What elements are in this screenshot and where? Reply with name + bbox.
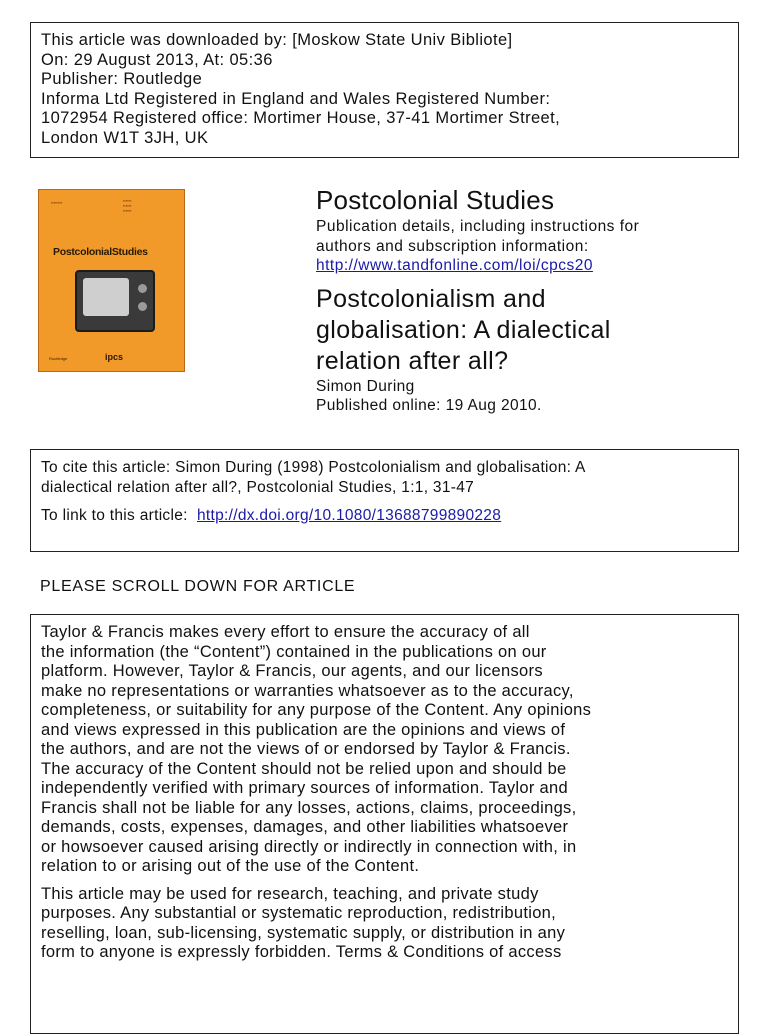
journal-title: Postcolonial Studies — [316, 185, 555, 215]
citation-line: To cite this article: Simon During (1998) Postcolonialism and globalisation: A — [41, 459, 586, 476]
disclaimer-line: platform. However, Taylor & Francis, our agents, and our licensors — [41, 662, 543, 680]
disclaimer-line: Taylor & Francis makes every effort to ensure the accuracy of all — [41, 623, 530, 641]
journal-article-info — [316, 185, 746, 416]
publication-details-line: authors and subscription information: — [316, 237, 589, 255]
article-title-line: Postcolonialism and — [316, 284, 546, 313]
usage-terms-line: reselling, loan, sub-licensing, systematic supply, or distribution in any — [41, 923, 566, 942]
download-info-box — [30, 22, 739, 158]
article-title-line: relation after all? — [316, 346, 509, 375]
download-line: On: 29 August 2013, At: 05:36 — [41, 50, 273, 69]
cover-fine-print: ▪▪▪▪▪▪▪▪ — [51, 200, 63, 205]
article-author: Simon During — [316, 377, 415, 395]
usage-terms-line: This article may be used for research, teaching, and private study — [41, 884, 539, 903]
usage-terms-line: purposes. Any substantial or systematic reproduction, redistribution, — [41, 904, 557, 922]
download-line: London W1T 3JH, UK — [41, 128, 209, 147]
article-title-line: globalisation: A dialectical — [316, 315, 611, 344]
disclaimer-line: completeness, or suitability for any purpose of the Content. Any opinions — [41, 701, 592, 719]
disclaimer-line: or howsoever caused arising directly or indirectly in connection with, in — [41, 837, 577, 856]
disclaimer-box — [30, 614, 739, 1034]
article-title — [316, 284, 746, 377]
article-link-row — [41, 506, 728, 526]
disclaimer-line: the authors, and are not the views of or endorsed by Taylor & Francis. — [41, 740, 571, 758]
article-link-label: To link to this article: — [41, 507, 193, 524]
published-online-date: Published online: 19 Aug 2010. — [316, 397, 542, 414]
download-line: This article was downloaded by: [Moskow State Univ Bibliote] — [41, 31, 513, 49]
cover-fine-print: ▪▪▪▪▪▪ ▪▪▪▪▪▪ ▪▪▪▪▪▪ — [123, 198, 132, 213]
cover-tv-illustration — [75, 270, 155, 332]
disclaimer-line: relation to or arising out of the use of the Content. — [41, 857, 420, 875]
disclaimer-line: Francis shall not be liable for any losses, actions, claims, proceedings, — [41, 798, 577, 817]
disclaimer-line: the information (the “Content”) contained in the publications on our — [41, 642, 547, 661]
usage-terms-line: form to anyone is expressly forbidden. Terms & Conditions of access — [41, 943, 562, 961]
download-line: 1072954 Registered office: Mortimer House, 37-41 Mortimer Street, — [41, 109, 561, 127]
disclaimer-line: demands, costs, expenses, damages, and other liabilities whatsoever — [41, 818, 569, 836]
disclaimer-line: The accuracy of the Content should not be relied upon and should be — [41, 759, 567, 778]
journal-cover-image — [38, 189, 185, 372]
cover-journal-name: PostcolonialStudies — [53, 246, 148, 258]
cover-publisher-mark: Routledge — [49, 356, 68, 361]
journal-url-link[interactable]: http://www.tandfonline.com/loi/cpcs20 — [316, 257, 593, 274]
disclaimer-line: make no representations or warranties whatsoever as to the accuracy, — [41, 681, 574, 700]
scroll-down-note: PLEASE SCROLL DOWN FOR ARTICLE — [40, 578, 356, 595]
cover-ipcs-mark: ipcs — [105, 352, 124, 362]
citation-line: dialectical relation after all?, Postcolonial Studies, 1:1, 31-47 — [41, 478, 475, 496]
disclaimer-line: independently verified with primary sources of information. Taylor and — [41, 779, 568, 797]
article-doi-link[interactable]: http://dx.doi.org/10.1080/13688799890228 — [196, 507, 502, 524]
download-line: Informa Ltd Registered in England and Wales Registered Number: — [41, 89, 551, 108]
citation-box — [30, 449, 739, 552]
disclaimer-paragraph — [41, 623, 728, 877]
publication-details — [316, 217, 746, 276]
disclaimer-line: and views expressed in this publication are the opinions and views of — [41, 720, 566, 739]
usage-terms-paragraph — [41, 885, 728, 963]
download-line: Publisher: Routledge — [41, 70, 203, 88]
publication-details-line: Publication details, including instructions for — [316, 218, 640, 235]
